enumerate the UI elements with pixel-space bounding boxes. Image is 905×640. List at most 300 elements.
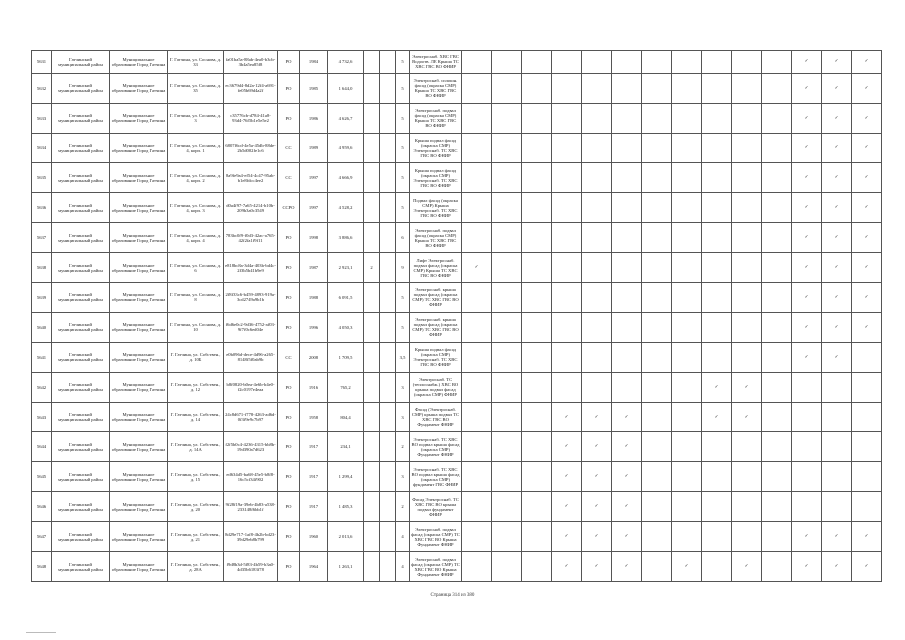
works-list-cell: Электроснаб. ТС ХВС ВО подвал крыша фасад (окраска СМР) Фундамент ФНИР [410, 432, 462, 462]
row-number: 5637 [32, 223, 52, 253]
work-check-cell [732, 283, 762, 313]
work-check-cell [672, 492, 702, 522]
row-number: 5647 [32, 522, 52, 552]
work-check-cell [822, 552, 852, 582]
address-cell: Г. Гатчина, ул. Соснова, д. 4, корп. 3 [168, 193, 224, 223]
check-mark-icon: ✓ [864, 564, 869, 569]
work-check-cell [702, 283, 732, 313]
table-row [32, 522, 882, 552]
check-mark-icon: ✓ [834, 354, 839, 360]
house-guid-cell: f2f5b0c4-4236-4315-bb8b-19d390a7d623 [224, 432, 278, 462]
work-check-cell [822, 522, 852, 552]
check-mark-icon: ✓ [594, 444, 599, 450]
house-guid-cell: d0a4f97-7a65-4214-b10b-209b3a0c3549 [224, 193, 278, 223]
wall-type-cell: CC [278, 163, 300, 193]
year-cell: 1997 [300, 193, 328, 223]
work-check-cell [672, 283, 702, 313]
work-check-cell [702, 312, 732, 342]
work-check-cell [762, 133, 792, 163]
area-cell: 3 886,6 [328, 223, 364, 253]
house-guid-cell: ec3679d4-8d2a-12f4-a691-fe05b69d4a2f [224, 73, 278, 103]
check-mark-icon: ✓ [624, 474, 629, 480]
work-check-cell [612, 462, 642, 492]
work-check-cell [672, 432, 702, 462]
sections-cell: 4 [396, 552, 410, 582]
table-row [32, 552, 882, 582]
works-list-cell: Электроснаб. ТС (теплоснабж.) ХВС ВО крыша подвал фасад (окраска СМР) ФНИР [410, 372, 462, 402]
work-check-cell [732, 73, 762, 103]
address-cell: Г. Гатчина, ул. Собствен., д. 15 [168, 462, 224, 492]
floors-cell [364, 133, 380, 163]
year-cell: 1917 [300, 432, 328, 462]
work-check-cell [822, 432, 852, 462]
work-check-cell [702, 462, 732, 492]
works-list-cell: Электроснаб. подвал фасад (окраска СМР) Крыша ТС ХВС ГВС ВО ФНИР [410, 223, 462, 253]
work-check-cell [792, 223, 822, 253]
address-cell: Г. Гатчина, ул. Собствен., д. 12 [168, 372, 224, 402]
work-check-cell [762, 223, 792, 253]
check-mark-icon: ✓ [564, 414, 569, 420]
floors-cell [364, 462, 380, 492]
work-check-cell [732, 253, 762, 283]
work-check-cell [582, 522, 612, 552]
work-check-cell [552, 73, 582, 103]
work-check-cell [462, 402, 492, 432]
table-row [32, 342, 882, 372]
work-check-cell [492, 283, 522, 313]
row-number: 5644 [32, 432, 52, 462]
work-check-cell [462, 342, 492, 372]
work-check-cell [762, 402, 792, 432]
work-check-cell [612, 223, 642, 253]
check-mark-icon: ✓ [804, 354, 809, 360]
work-check-cell [642, 312, 672, 342]
sections-cell: 3,5 [396, 342, 410, 372]
work-check-cell [852, 51, 882, 74]
work-check-cell [612, 163, 642, 193]
check-mark-icon: ✓ [744, 384, 749, 390]
work-check-cell [672, 462, 702, 492]
house-guid-cell: c35776cb-d784-41a8-93d4-76f5b1e5e5e2 [224, 103, 278, 133]
year-cell: 1960 [300, 522, 328, 552]
work-check-cell [642, 51, 672, 74]
year-cell: 1984 [300, 51, 328, 74]
row-number: 5641 [32, 342, 52, 372]
work-check-cell [552, 402, 582, 432]
district-cell: Гатчинский муниципальный район [52, 372, 110, 402]
sections-cell: 5 [396, 103, 410, 133]
works-list-cell: Электроснаб. ХВС ГВС Водоотв. ЛЕ Крыша ТС ХВС ГВС ВО ФНИР [410, 51, 462, 74]
house-guid-cell: 9f28f19a-39eb-4b83-a538-233148f6bb1f [224, 492, 278, 522]
district-cell: Гатчинский муниципальный район [52, 552, 110, 582]
work-check-cell [642, 372, 672, 402]
row-number: 5639 [32, 283, 52, 313]
register-table [31, 50, 882, 582]
work-check-cell [582, 133, 612, 163]
work-check-cell [522, 133, 552, 163]
address-cell: Г. Гатчина, ул. Соснова, д. 4, корп. 2 [168, 163, 224, 193]
work-check-cell [852, 372, 882, 402]
check-mark-icon: ✓ [834, 235, 839, 241]
work-check-cell [552, 342, 582, 372]
work-check-cell [522, 223, 552, 253]
work-check-cell [552, 552, 582, 582]
work-check-cell [612, 312, 642, 342]
house-guid-cell: 783bc0f9-f0d3-42ac-a765-42f2fa1f9f11 [224, 223, 278, 253]
elevators-cell [380, 342, 396, 372]
house-guid-cell: e818bc8a-3d4a-403b-bd4c-2f3b5b41b9e9 [224, 253, 278, 283]
work-check-cell [522, 193, 552, 223]
check-mark-icon: ✓ [474, 265, 479, 271]
work-check-cell [822, 342, 852, 372]
check-mark-icon: ✓ [834, 59, 839, 65]
table-row [32, 51, 882, 74]
work-check-cell [582, 193, 612, 223]
work-check-cell [612, 522, 642, 552]
work-check-cell [852, 492, 882, 522]
row-number: 5635 [32, 163, 52, 193]
work-check-cell [762, 193, 792, 223]
wall-type-cell: PO [278, 522, 300, 552]
work-check-cell [792, 193, 822, 223]
area-cell: 234,1 [328, 432, 364, 462]
floors-cell [364, 522, 380, 552]
floors-cell [364, 552, 380, 582]
municipality-cell: Муниципальное образование Город Гатчина [110, 372, 168, 402]
floors-cell [364, 432, 380, 462]
area-cell: 2 013,6 [328, 522, 364, 552]
work-check-cell [852, 552, 882, 582]
sections-cell: 9 [396, 253, 410, 283]
work-check-cell [852, 462, 882, 492]
work-check-cell [492, 372, 522, 402]
work-check-cell [822, 372, 852, 402]
work-check-cell [462, 103, 492, 133]
work-check-cell [552, 312, 582, 342]
work-check-cell [792, 51, 822, 74]
work-check-cell [732, 522, 762, 552]
elevators-cell [380, 522, 396, 552]
municipality-cell: Муниципальное образование Город Гатчина [110, 133, 168, 163]
work-check-cell [732, 492, 762, 522]
district-cell: Гатчинский муниципальный район [52, 522, 110, 552]
work-check-cell [582, 103, 612, 133]
table-row [32, 402, 882, 432]
work-check-cell [852, 193, 882, 223]
work-check-cell [702, 432, 732, 462]
district-cell: Гатчинский муниципальный район [52, 402, 110, 432]
elevators-cell [380, 462, 396, 492]
works-list-cell: Электроснаб. крыша подвал фасад (окраска СМР) ТС ХВС ГВС ВО ФНИР [410, 283, 462, 313]
district-cell: Гатчинский муниципальный район [52, 462, 110, 492]
work-check-cell [462, 163, 492, 193]
work-check-cell [582, 492, 612, 522]
work-check-cell [762, 163, 792, 193]
address-cell: Г. Гатчина, ул. Собствен., д. 10Б [168, 342, 224, 372]
district-cell: Гатчинский муниципальный район [52, 253, 110, 283]
floors-cell [364, 312, 380, 342]
work-check-cell [732, 163, 762, 193]
table-row [32, 432, 882, 462]
check-mark-icon: ✓ [834, 564, 839, 569]
work-check-cell [612, 133, 642, 163]
house-guid-cell: 8a9fe9a4-ef54-4c47-95ab-b1e8fdcc4ee2 [224, 163, 278, 193]
year-cell: 1917 [300, 462, 328, 492]
district-cell: Гатчинский муниципальный район [52, 73, 110, 103]
wall-type-cell: PO [278, 51, 300, 74]
check-mark-icon: ✓ [594, 504, 599, 510]
district-cell: Гатчинский муниципальный район [52, 283, 110, 313]
check-mark-icon: ✓ [804, 145, 809, 151]
municipality-cell: Муниципальное образование Город Гатчина [110, 193, 168, 223]
table-row [32, 163, 882, 193]
works-list-cell: Фасад (Электроснаб. СМР) крыша подвал ТС ХВС ГВС ВО Фундамент ФНИР [410, 402, 462, 432]
work-check-cell [792, 552, 822, 582]
elevators-cell [380, 163, 396, 193]
work-check-cell [552, 492, 582, 522]
work-check-cell [582, 402, 612, 432]
wall-type-cell: PO [278, 73, 300, 103]
work-check-cell [792, 342, 822, 372]
work-check-cell [762, 372, 792, 402]
elevators-cell [380, 73, 396, 103]
house-guid-cell: f6d6e0c2-9d36-4752-af03-9f7f0c6ed04e [224, 312, 278, 342]
elevators-cell [380, 133, 396, 163]
work-check-cell [582, 342, 612, 372]
check-mark-icon: ✓ [864, 59, 869, 65]
work-check-cell [792, 283, 822, 313]
municipality-cell: Муниципальное образование Город Гатчина [110, 163, 168, 193]
elevators-cell [380, 253, 396, 283]
municipality-cell: Муниципальное образование Город Гатчина [110, 253, 168, 283]
work-check-cell [702, 133, 732, 163]
work-check-cell [492, 402, 522, 432]
area-cell: 765,2 [328, 372, 364, 402]
work-check-cell [552, 193, 582, 223]
work-check-cell [612, 552, 642, 582]
work-check-cell [462, 492, 492, 522]
work-check-cell [462, 432, 492, 462]
work-check-cell [582, 163, 612, 193]
work-check-cell [852, 73, 882, 103]
wall-type-cell: PO [278, 462, 300, 492]
sections-cell: 2 [396, 432, 410, 462]
district-cell: Гатчинский муниципальный район [52, 223, 110, 253]
work-check-cell [492, 552, 522, 582]
work-check-cell [822, 223, 852, 253]
work-check-cell [582, 51, 612, 74]
work-check-cell [732, 133, 762, 163]
work-check-cell [642, 552, 672, 582]
check-mark-icon: ✓ [594, 564, 599, 569]
work-check-cell [762, 492, 792, 522]
check-mark-icon: ✓ [804, 175, 809, 181]
work-check-cell [852, 522, 882, 552]
work-check-cell [762, 253, 792, 283]
work-check-cell [492, 522, 522, 552]
address-cell: Г. Гатчина, ул. Соснова, д. 8 [168, 283, 224, 313]
work-check-cell [702, 223, 732, 253]
row-number: 5640 [32, 312, 52, 342]
work-check-cell [852, 253, 882, 283]
work-check-cell [762, 552, 792, 582]
work-check-cell [822, 163, 852, 193]
work-check-cell [552, 372, 582, 402]
district-cell: Гатчинский муниципальный район [52, 492, 110, 522]
work-check-cell [672, 402, 702, 432]
check-mark-icon: ✓ [864, 85, 869, 91]
year-cell: 1987 [300, 253, 328, 283]
work-check-cell [702, 193, 732, 223]
check-mark-icon: ✓ [624, 564, 629, 569]
check-mark-icon: ✓ [744, 414, 749, 420]
address-cell: Г. Гатчина, ул. Собствен., д. 14 [168, 402, 224, 432]
check-mark-icon: ✓ [804, 85, 809, 91]
work-check-cell [552, 103, 582, 133]
table-row [32, 103, 882, 133]
table-row [32, 312, 882, 342]
row-number: 5631 [32, 51, 52, 74]
work-check-cell [462, 522, 492, 552]
work-check-cell [822, 193, 852, 223]
check-mark-icon: ✓ [684, 564, 689, 569]
check-mark-icon: ✓ [804, 265, 809, 271]
work-check-cell [612, 372, 642, 402]
work-check-cell [582, 552, 612, 582]
year-cell: 1988 [300, 283, 328, 313]
address-cell: Г. Гатчина, ул. Соснова, д. 4, корп. 1 [168, 133, 224, 163]
row-number: 5646 [32, 492, 52, 522]
district-cell: Гатчинский муниципальный район [52, 133, 110, 163]
check-mark-icon: ✓ [864, 145, 869, 151]
elevators-cell [380, 283, 396, 313]
area-cell: 4 528,2 [328, 193, 364, 223]
work-check-cell [462, 283, 492, 313]
year-cell: 1916 [300, 372, 328, 402]
work-check-cell [612, 51, 642, 74]
table-row [32, 73, 882, 103]
work-check-cell [612, 342, 642, 372]
floors-cell: 2 [364, 253, 380, 283]
work-check-cell [702, 103, 732, 133]
work-check-cell [702, 492, 732, 522]
work-check-cell [642, 133, 672, 163]
works-list-cell: Электроснаб. подвал фасад (окраска СМР) Крыша ТС ХВС ГВС ВО ФНИР [410, 103, 462, 133]
table-row [32, 492, 882, 522]
table-row [32, 253, 882, 283]
check-mark-icon: ✓ [804, 564, 809, 569]
sections-cell: 5 [396, 283, 410, 313]
work-check-cell [732, 432, 762, 462]
sections-cell: 5 [396, 51, 410, 74]
work-check-cell [792, 253, 822, 283]
work-check-cell [462, 312, 492, 342]
work-check-cell [822, 402, 852, 432]
wall-type-cell: PO [278, 432, 300, 462]
work-check-cell [492, 103, 522, 133]
floors-cell [364, 51, 380, 74]
work-check-cell [852, 163, 882, 193]
check-mark-icon: ✓ [864, 175, 869, 181]
work-check-cell [732, 342, 762, 372]
work-check-cell [852, 342, 882, 372]
check-mark-icon: ✓ [594, 414, 599, 420]
work-check-cell [732, 193, 762, 223]
work-check-cell [822, 133, 852, 163]
wall-type-cell: PO [278, 253, 300, 283]
work-check-cell [702, 402, 732, 432]
work-check-cell [702, 372, 732, 402]
work-check-cell [822, 462, 852, 492]
work-check-cell [582, 462, 612, 492]
wall-type-cell: CC [278, 342, 300, 372]
work-check-cell [642, 342, 672, 372]
sections-cell: 5 [396, 73, 410, 103]
check-mark-icon: ✓ [864, 205, 869, 211]
sections-cell: 5 [396, 193, 410, 223]
works-list-cell: Лифт Электроснаб. подвал фасад (окраска СМР) Крыша ТС ХВС ГВС ВО ФНИР [410, 253, 462, 283]
work-check-cell [792, 312, 822, 342]
work-check-cell [492, 432, 522, 462]
work-check-cell [642, 522, 672, 552]
area-cell: 1 485,3 [328, 492, 364, 522]
municipality-cell: Муниципальное образование Город Гатчина [110, 103, 168, 133]
house-guid-cell: b8f0820-b0ea-4e6b-b4e0-f2c0197e4eaa [224, 372, 278, 402]
work-check-cell [522, 51, 552, 74]
row-number: 5638 [32, 253, 52, 283]
work-check-cell [612, 73, 642, 103]
works-list-cell: Фасад Электроснаб. ТС ХВС ГВС ВО крыша подвал фундамент ФНИР [410, 492, 462, 522]
wall-type-cell: PO [278, 312, 300, 342]
work-check-cell [522, 492, 552, 522]
work-check-cell [852, 133, 882, 163]
work-check-cell [822, 283, 852, 313]
elevators-cell [380, 432, 396, 462]
work-check-cell [642, 402, 672, 432]
work-check-cell [852, 223, 882, 253]
work-check-cell [552, 223, 582, 253]
check-mark-icon: ✓ [804, 205, 809, 211]
work-check-cell [792, 103, 822, 133]
floors-cell [364, 283, 380, 313]
page-footer: Страница 314 из 380 [430, 593, 475, 598]
work-check-cell [522, 283, 552, 313]
address-cell: Г. Гатчина, ул. Соснова, д. 33 [168, 51, 224, 74]
floors-cell [364, 223, 380, 253]
floors-cell [364, 402, 380, 432]
check-mark-icon: ✓ [834, 115, 839, 121]
row-number: 5642 [32, 372, 52, 402]
work-check-cell [732, 552, 762, 582]
sections-cell: 2 [396, 492, 410, 522]
work-check-cell [672, 223, 702, 253]
work-check-cell [612, 432, 642, 462]
work-check-cell [492, 342, 522, 372]
work-check-cell [672, 253, 702, 283]
area-cell: 1 263,1 [328, 552, 364, 582]
area-cell: 4 626,7 [328, 103, 364, 133]
work-check-cell [612, 103, 642, 133]
works-list-cell: Электроснаб. ТС ХВС ВО подвал крыша фасад (окраска СМР) фундамент ГВС ФНИР [410, 462, 462, 492]
municipality-cell: Муниципальное образование Город Гатчина [110, 73, 168, 103]
work-check-cell [792, 462, 822, 492]
work-check-cell [612, 283, 642, 313]
area-cell: 6 091,5 [328, 283, 364, 313]
row-number: 5636 [32, 193, 52, 223]
table-row [32, 372, 882, 402]
work-check-cell [492, 163, 522, 193]
check-mark-icon: ✓ [834, 205, 839, 211]
